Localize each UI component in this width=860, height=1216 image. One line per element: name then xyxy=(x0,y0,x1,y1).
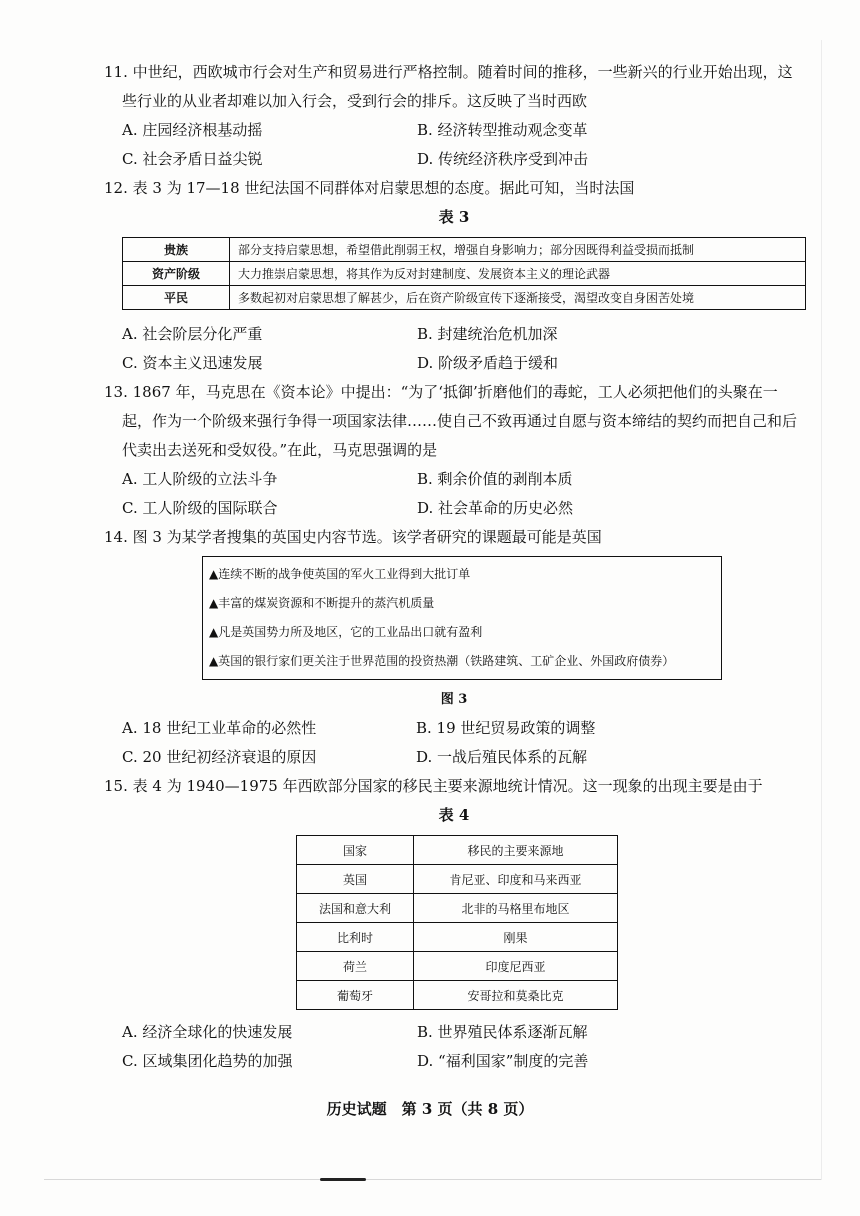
table-3 xyxy=(122,237,806,310)
q13-option-c: C. 工人阶级的国际联合 xyxy=(122,499,278,517)
table-4-source: 肯尼亚、印度和马来西亚 xyxy=(414,865,618,894)
q11-option-a: A. 庄园经济根基动摇 xyxy=(122,121,263,139)
table-3-attitude: 部分支持启蒙思想，希望借此削弱王权，增强自身影响力；部分因既得利益受损而抵制 xyxy=(230,238,806,262)
q15-option-d: D. “福利国家”制度的完善 xyxy=(417,1052,589,1070)
figure-3-item: ▲丰富的煤炭资源和不断提升的蒸汽机质量 xyxy=(209,596,435,610)
table-4-country: 荷兰 xyxy=(297,952,414,981)
table-row xyxy=(123,286,806,310)
q13-option-a: A. 工人阶级的立法斗争 xyxy=(122,470,278,488)
table-3-attitude: 多数起初对启蒙思想了解甚少，后在资产阶级宣传下逐渐接受，渴望改变自身困苦处境 xyxy=(230,286,806,310)
q11-option-c: C. 社会矛盾日益尖锐 xyxy=(122,150,263,168)
question-15-options xyxy=(104,1018,804,1076)
table-4-country: 葡萄牙 xyxy=(297,981,414,1010)
question-14-options xyxy=(104,714,804,772)
table-row xyxy=(297,865,618,894)
table-row xyxy=(297,952,618,981)
table-3-group: 贵族 xyxy=(123,238,230,262)
q14-option-c: C. 20 世纪初经济衰退的原因 xyxy=(122,748,317,766)
q14-option-a: A. 18 世纪工业革命的必然性 xyxy=(122,719,317,737)
table-row xyxy=(123,262,806,286)
table-4-source: 印度尼西亚 xyxy=(414,952,618,981)
table-3-group: 平民 xyxy=(123,286,230,310)
question-11-options xyxy=(104,116,804,174)
table-4-header-country: 国家 xyxy=(297,836,414,865)
q13-option-b: B. 剩余价值的剥削本质 xyxy=(417,470,573,488)
figure-3-box xyxy=(202,556,722,680)
question-13-options xyxy=(104,465,804,523)
page-bottom-edge xyxy=(44,1179,822,1180)
figure-3-item: ▲连续不断的战争使英国的军火工业得到大批订单 xyxy=(209,567,471,581)
figure-3-item: ▲英国的银行家们更关注于世界范围的投资热潮（铁路建筑、工矿企业、外国政府债券） xyxy=(209,654,675,668)
q13-option-d: D. 社会革命的历史必然 xyxy=(417,499,574,517)
q14-option-b: B. 19 世纪贸易政策的调整 xyxy=(416,719,596,737)
page-right-edge xyxy=(821,40,822,1180)
exam-page-content xyxy=(104,58,804,1076)
page-footer: 历史试题 第 3 页（共 8 页） xyxy=(326,1100,534,1118)
table-3-group: 资产阶级 xyxy=(123,262,230,286)
table-4 xyxy=(296,835,618,1010)
table-4-caption: 表 4 xyxy=(438,806,470,824)
question-12-stem: 12. 表 3 为 17—18 世纪法国不同群体对启蒙思想的态度。据此可知，当时法国 xyxy=(104,179,635,197)
table-header-row xyxy=(297,836,618,865)
question-15-stem: 15. 表 4 为 1940—1975 年西欧部分国家的移民主要来源地统计情况。这一现象的出现主要是由于 xyxy=(104,777,763,795)
q12-option-b: B. 封建统治危机加深 xyxy=(417,325,558,343)
figure-3-item: ▲凡是英国势力所及地区，它的工业品出口就有盈利 xyxy=(209,625,483,639)
question-13-stem: 13. 1867 年，马克思在《资本论》中提出：“为了‘抵御’折磨他们的毒蛇，工人必须把他们的头聚在一起，作为一个阶级来强行争得一项国家法律……使自己不致再通过自愿与资本缔结的契约而把自己和后代卖出去送死和受奴役。”在此，马克思强调的是 xyxy=(104,383,798,459)
figure-3-caption: 图 3 xyxy=(440,692,468,707)
table-4-country: 法国和意大利 xyxy=(297,894,414,923)
q11-option-b: B. 经济转型推动观念变革 xyxy=(417,121,588,139)
q14-option-d: D. 一战后殖民体系的瓦解 xyxy=(416,748,588,766)
table-4-source: 北非的马格里布地区 xyxy=(414,894,618,923)
table-row xyxy=(297,981,618,1010)
table-4-source: 刚果 xyxy=(414,923,618,952)
table-row xyxy=(297,923,618,952)
question-12-options xyxy=(104,320,804,378)
scan-mark xyxy=(320,1178,366,1181)
table-4-country: 英国 xyxy=(297,865,414,894)
q11-option-d: D. 传统经济秩序受到冲击 xyxy=(417,150,589,168)
table-3-attitude: 大力推崇启蒙思想，将其作为反对封建制度、发展资本主义的理论武器 xyxy=(230,262,806,286)
table-4-header-source: 移民的主要来源地 xyxy=(414,836,618,865)
question-11-stem: 11. 中世纪，西欧城市行会对生产和贸易进行严格控制。随着时间的推移，一些新兴的行业开始出现，这些行业的从业者却难以加入行会，受到行会的排斥。这反映了当时西欧 xyxy=(104,63,793,110)
q12-option-a: A. 社会阶层分化严重 xyxy=(122,325,263,343)
q12-option-d: D. 阶级矛盾趋于缓和 xyxy=(417,354,559,372)
table-row xyxy=(123,238,806,262)
table-3-caption: 表 3 xyxy=(438,208,470,226)
q15-option-c: C. 区域集团化趋势的加强 xyxy=(122,1052,293,1070)
q15-option-a: A. 经济全球化的快速发展 xyxy=(122,1023,293,1041)
table-4-country: 比利时 xyxy=(297,923,414,952)
q12-option-c: C. 资本主义迅速发展 xyxy=(122,354,263,372)
table-row xyxy=(297,894,618,923)
q15-option-b: B. 世界殖民体系逐渐瓦解 xyxy=(417,1023,588,1041)
question-14-stem: 14. 图 3 为某学者搜集的英国史内容节选。该学者研究的课题最可能是英国 xyxy=(104,528,602,546)
table-4-source: 安哥拉和莫桑比克 xyxy=(414,981,618,1010)
